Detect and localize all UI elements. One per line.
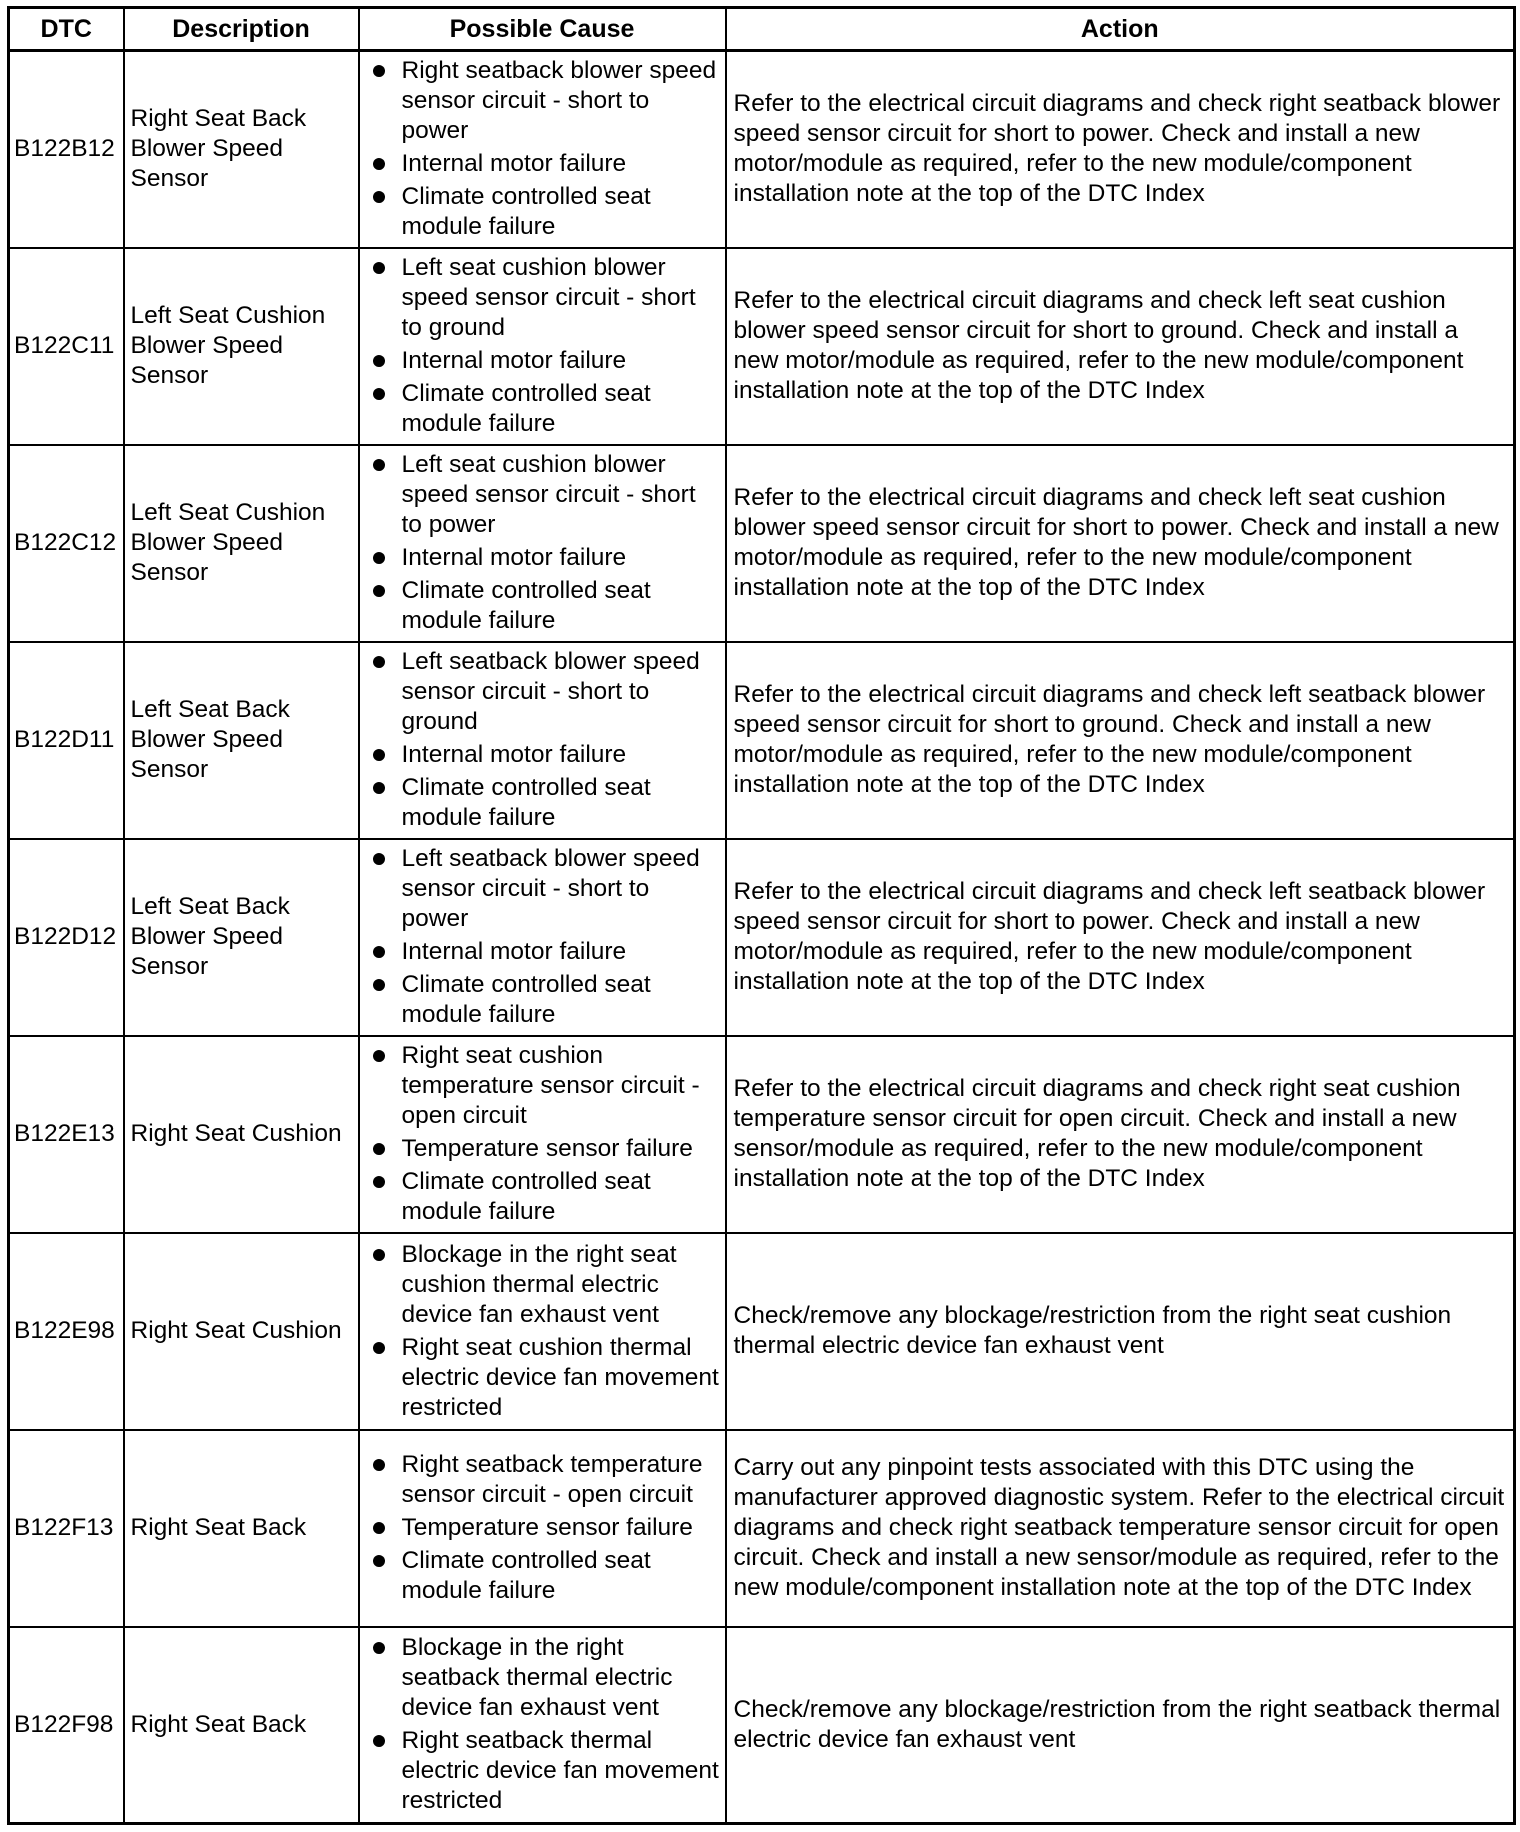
cause-item: [368, 346, 721, 376]
table-row: [9, 1233, 1515, 1430]
cause-item: [368, 1633, 721, 1723]
cause-item: [368, 149, 721, 179]
dtc-code: B122E98: [9, 1233, 124, 1430]
bullet-icon: [373, 1522, 385, 1534]
action-text: Refer to the electrical circuit diagrams and check left seat cushion blower speed sensor circuit for short to ground. Check and install a new motor/module as required, refer to the new module/component installation note at the top of the DTC Index: [726, 248, 1515, 445]
possible-cause-cell: [359, 51, 726, 248]
bullet-icon: [373, 782, 385, 794]
action-text: Check/remove any blockage/restriction from the right seatback thermal electric device fan exhaust vent: [726, 1627, 1515, 1824]
cause-list: [368, 844, 721, 1030]
table-row: [9, 839, 1515, 1036]
table-row: [9, 248, 1515, 445]
bullet-icon: [373, 1176, 385, 1188]
bullet-icon: [373, 262, 385, 274]
dtc-description: Left Seat Back Blower Speed Sensor: [124, 839, 359, 1036]
dtc-description: Right Seat Cushion: [124, 1233, 359, 1430]
dtc-code: B122D11: [9, 642, 124, 839]
possible-cause-cell: [359, 642, 726, 839]
cause-text: Climate controlled seat module failure: [401, 577, 651, 634]
possible-cause-cell: [359, 445, 726, 642]
cause-text: Blockage in the right seat cushion thermal electric device fan exhaust vent: [401, 1240, 677, 1328]
cause-list: [368, 56, 721, 242]
bullet-icon: [373, 1249, 385, 1261]
cause-text: Climate controlled seat module failure: [401, 1168, 651, 1225]
dtc-code: B122B12: [9, 51, 124, 248]
table-row: [9, 1430, 1515, 1627]
possible-cause-cell: [359, 1430, 726, 1627]
bullet-icon: [373, 1143, 385, 1155]
header-action: Action: [726, 8, 1515, 51]
cause-text: Internal motor failure: [401, 938, 627, 965]
cause-item: [368, 844, 721, 934]
dtc-code: B122F98: [9, 1627, 124, 1824]
table-row: [9, 642, 1515, 839]
cause-item: [368, 1333, 721, 1423]
bullet-icon: [373, 979, 385, 991]
possible-cause-cell: [359, 1627, 726, 1824]
table-header-row: [9, 8, 1515, 51]
table-body: [9, 51, 1515, 1824]
bullet-icon: [373, 158, 385, 170]
cause-item: [368, 1240, 721, 1330]
cause-item: [368, 1513, 721, 1543]
cause-text: Climate controlled seat module failure: [401, 1547, 651, 1604]
bullet-icon: [373, 1459, 385, 1471]
cause-item: [368, 740, 721, 770]
possible-cause-cell: [359, 1233, 726, 1430]
action-text: Refer to the electrical circuit diagrams and check left seat cushion blower speed sensor circuit for short to power. Check and install a new motor/module as required, refer to the new module/component installation note at the top of the DTC Index: [726, 445, 1515, 642]
cause-item: [368, 1041, 721, 1131]
cause-item: [368, 543, 721, 573]
bullet-icon: [373, 459, 385, 471]
cause-item: [368, 970, 721, 1030]
cause-text: Climate controlled seat module failure: [401, 971, 651, 1028]
table-row: [9, 1036, 1515, 1233]
cause-text: Left seat cushion blower speed sensor circuit - short to power: [401, 451, 696, 538]
cause-text: Temperature sensor failure: [401, 1135, 693, 1162]
bullet-icon: [373, 1735, 385, 1747]
dtc-code: B122E13: [9, 1036, 124, 1233]
cause-text: Right seatback blower speed sensor circuit - short to power: [401, 57, 717, 145]
cause-item: [368, 379, 721, 439]
table-row: [9, 1627, 1515, 1824]
bullet-icon: [373, 585, 385, 597]
cause-text: Temperature sensor failure: [401, 1514, 693, 1541]
cause-text: Internal motor failure: [401, 150, 627, 178]
dtc-code: B122C12: [9, 445, 124, 642]
dtc-description: Left Seat Cushion Blower Speed Sensor: [124, 445, 359, 642]
cause-item: [368, 1450, 721, 1510]
dtc-description: Right Seat Cushion: [124, 1036, 359, 1233]
cause-text: Left seatback blower speed sensor circuit - short to power: [401, 845, 700, 932]
table-row: [9, 445, 1515, 642]
cause-item: [368, 1546, 721, 1606]
cause-item: [368, 1167, 721, 1227]
possible-cause-cell: [359, 248, 726, 445]
cause-list: [368, 450, 721, 636]
cause-text: Internal motor failure: [401, 741, 627, 768]
cause-list: [368, 1240, 721, 1423]
dtc-description: Left Seat Cushion Blower Speed Sensor: [124, 248, 359, 445]
cause-item: [368, 576, 721, 636]
bullet-icon: [373, 946, 385, 958]
header-description: Description: [124, 8, 359, 51]
bullet-icon: [373, 853, 385, 865]
dtc-description: Right Seat Back Blower Speed Sensor: [124, 51, 359, 248]
cause-item: [368, 56, 721, 146]
cause-item: [368, 182, 721, 242]
bullet-icon: [373, 1050, 385, 1062]
cause-text: Internal motor failure: [401, 544, 627, 571]
cause-list: [368, 1633, 721, 1816]
cause-text: Right seat cushion temperature sensor circuit - open circuit: [401, 1042, 700, 1129]
header-dtc: DTC: [9, 8, 124, 51]
table-row: [9, 51, 1515, 248]
cause-list: [368, 647, 721, 833]
dtc-table: [7, 6, 1516, 1825]
dtc-description: Right Seat Back: [124, 1430, 359, 1627]
bullet-icon: [373, 1555, 385, 1567]
bullet-icon: [373, 355, 385, 367]
cause-text: Left seat cushion blower speed sensor circuit - short to ground: [401, 254, 696, 341]
dtc-code: B122D12: [9, 839, 124, 1036]
action-text: Refer to the electrical circuit diagrams and check left seatback blower speed sensor circuit for short to power. Check and install a new motor/module as required, refer to the new module/component installation note at the top of the DTC Index: [726, 839, 1515, 1036]
cause-list: [368, 253, 721, 439]
dtc-description: Right Seat Back: [124, 1627, 359, 1824]
bullet-icon: [373, 749, 385, 761]
cause-item: [368, 1726, 721, 1816]
dtc-description: Left Seat Back Blower Speed Sensor: [124, 642, 359, 839]
header-possible-cause: Possible Cause: [359, 8, 726, 51]
bullet-icon: [373, 656, 385, 668]
cause-text: Left seatback blower speed sensor circuit - short to ground: [401, 648, 700, 735]
cause-text: Climate controlled seat module failure: [401, 380, 651, 437]
cause-text: Climate controlled seat module failure: [401, 774, 651, 831]
cause-item: [368, 937, 721, 967]
action-text: Refer to the electrical circuit diagrams and check left seatback blower speed sensor circuit for short to ground. Check and install a new motor/module as required, refer to the new module/component installation note at the top of the DTC Index: [726, 642, 1515, 839]
cause-item: [368, 253, 721, 343]
possible-cause-cell: [359, 1036, 726, 1233]
bullet-icon: [373, 552, 385, 564]
action-text: Refer to the electrical circuit diagrams and check right seatback blower speed sensor circuit for short to power. Check and install a new motor/module as required, refer to the new module/component installation note at the top of the DTC Index: [726, 51, 1515, 248]
cause-text: Right seat cushion thermal electric device fan movement restricted: [401, 1333, 719, 1421]
cause-text: Right seatback thermal electric device fan movement restricted: [401, 1727, 719, 1815]
possible-cause-cell: [359, 839, 726, 1036]
cause-text: Climate controlled seat module failure: [401, 183, 651, 241]
cause-list: [368, 1041, 721, 1227]
bullet-icon: [373, 1342, 385, 1354]
cause-text: Right seatback temperature sensor circuit - open circuit: [401, 1451, 703, 1508]
dtc-code: B122F13: [9, 1430, 124, 1627]
action-text: Check/remove any blockage/restriction from the right seat cushion thermal electric device fan exhaust vent: [726, 1233, 1515, 1430]
action-text: Carry out any pinpoint tests associated with this DTC using the manufacturer approved diagnostic system. Refer to the electrical circuit diagrams and check right seatback temperature sensor circuit for open circuit. Check and install a new sensor/module as required, refer to the new module/component installation note at the top of the DTC Index: [726, 1430, 1515, 1627]
dtc-code: B122C11: [9, 248, 124, 445]
cause-item: [368, 773, 721, 833]
cause-item: [368, 450, 721, 540]
cause-item: [368, 1134, 721, 1164]
bullet-icon: [373, 65, 385, 77]
bullet-icon: [373, 388, 385, 400]
action-text: Refer to the electrical circuit diagrams and check right seat cushion temperature sensor circuit for open circuit. Check and install a new sensor/module as required, refer to the new module/component installation note at the top of the DTC Index: [726, 1036, 1515, 1233]
bullet-icon: [373, 1642, 385, 1654]
cause-list: [368, 1450, 721, 1606]
cause-item: [368, 647, 721, 737]
cause-text: Blockage in the right seatback thermal electric device fan exhaust vent: [401, 1634, 673, 1722]
bullet-icon: [373, 191, 385, 203]
cause-text: Internal motor failure: [401, 347, 627, 374]
